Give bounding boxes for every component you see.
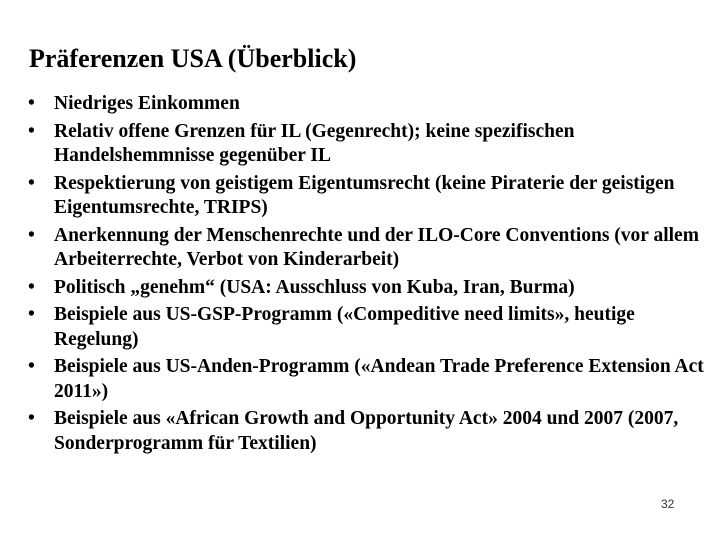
- bullet-text: Beispiele aus «African Growth and Opportunity Act» 2004 und 2007 (2007, Sonderprogramm für Textilien): [54, 408, 679, 454]
- bullet-marker: •: [28, 120, 35, 142]
- bullet-item: [28, 355, 708, 404]
- bullet-marker: •: [28, 356, 35, 377]
- bullet-text: Beispiele aus US-Anden-Programm («Andean Trade Preference Extension Act 2011»): [54, 356, 704, 402]
- bullet-text: Niedriges Einkommen: [54, 93, 240, 114]
- bullet-marker: •: [28, 93, 35, 114]
- bullet-item: [28, 276, 708, 301]
- bullet-item: [28, 92, 708, 117]
- bullet-marker: •: [28, 408, 35, 429]
- bullet-list: [28, 92, 708, 459]
- bullet-marker: •: [28, 276, 35, 298]
- bullet-text: Politisch „genehm“ (USA: Ausschluss von Kuba, Iran, Burma): [54, 276, 575, 298]
- bullet-marker: •: [28, 172, 35, 194]
- page-number: 32: [661, 497, 675, 511]
- bullet-item: [28, 172, 708, 221]
- bullet-text: Respektierung von geistigem Eigentumsrecht (keine Piraterie der geistigen Eigentumsrechte, TRIPS): [54, 172, 675, 218]
- bullet-item: [28, 120, 708, 169]
- bullet-text: Relativ offene Grenzen für IL (Gegenrecht); keine spezifischen Handelshemmnisse gegenüber IL: [54, 120, 575, 166]
- slide-title: Präferenzen USA (Überblick): [29, 44, 357, 73]
- bullet-item: [28, 224, 708, 273]
- bullet-text: Beispiele aus US-GSP-Programm («Compeditive need limits», heutige Regelung): [54, 304, 635, 350]
- bullet-item: [28, 407, 708, 456]
- bullet-marker: •: [28, 224, 35, 246]
- bullet-text: Anerkennung der Menschenrechte und der ILO-Core Conventions (vor allem Arbeiterrechte, Verbot von Kinderarbeit): [54, 224, 699, 270]
- bullet-item: [28, 303, 708, 352]
- bullet-marker: •: [28, 304, 35, 325]
